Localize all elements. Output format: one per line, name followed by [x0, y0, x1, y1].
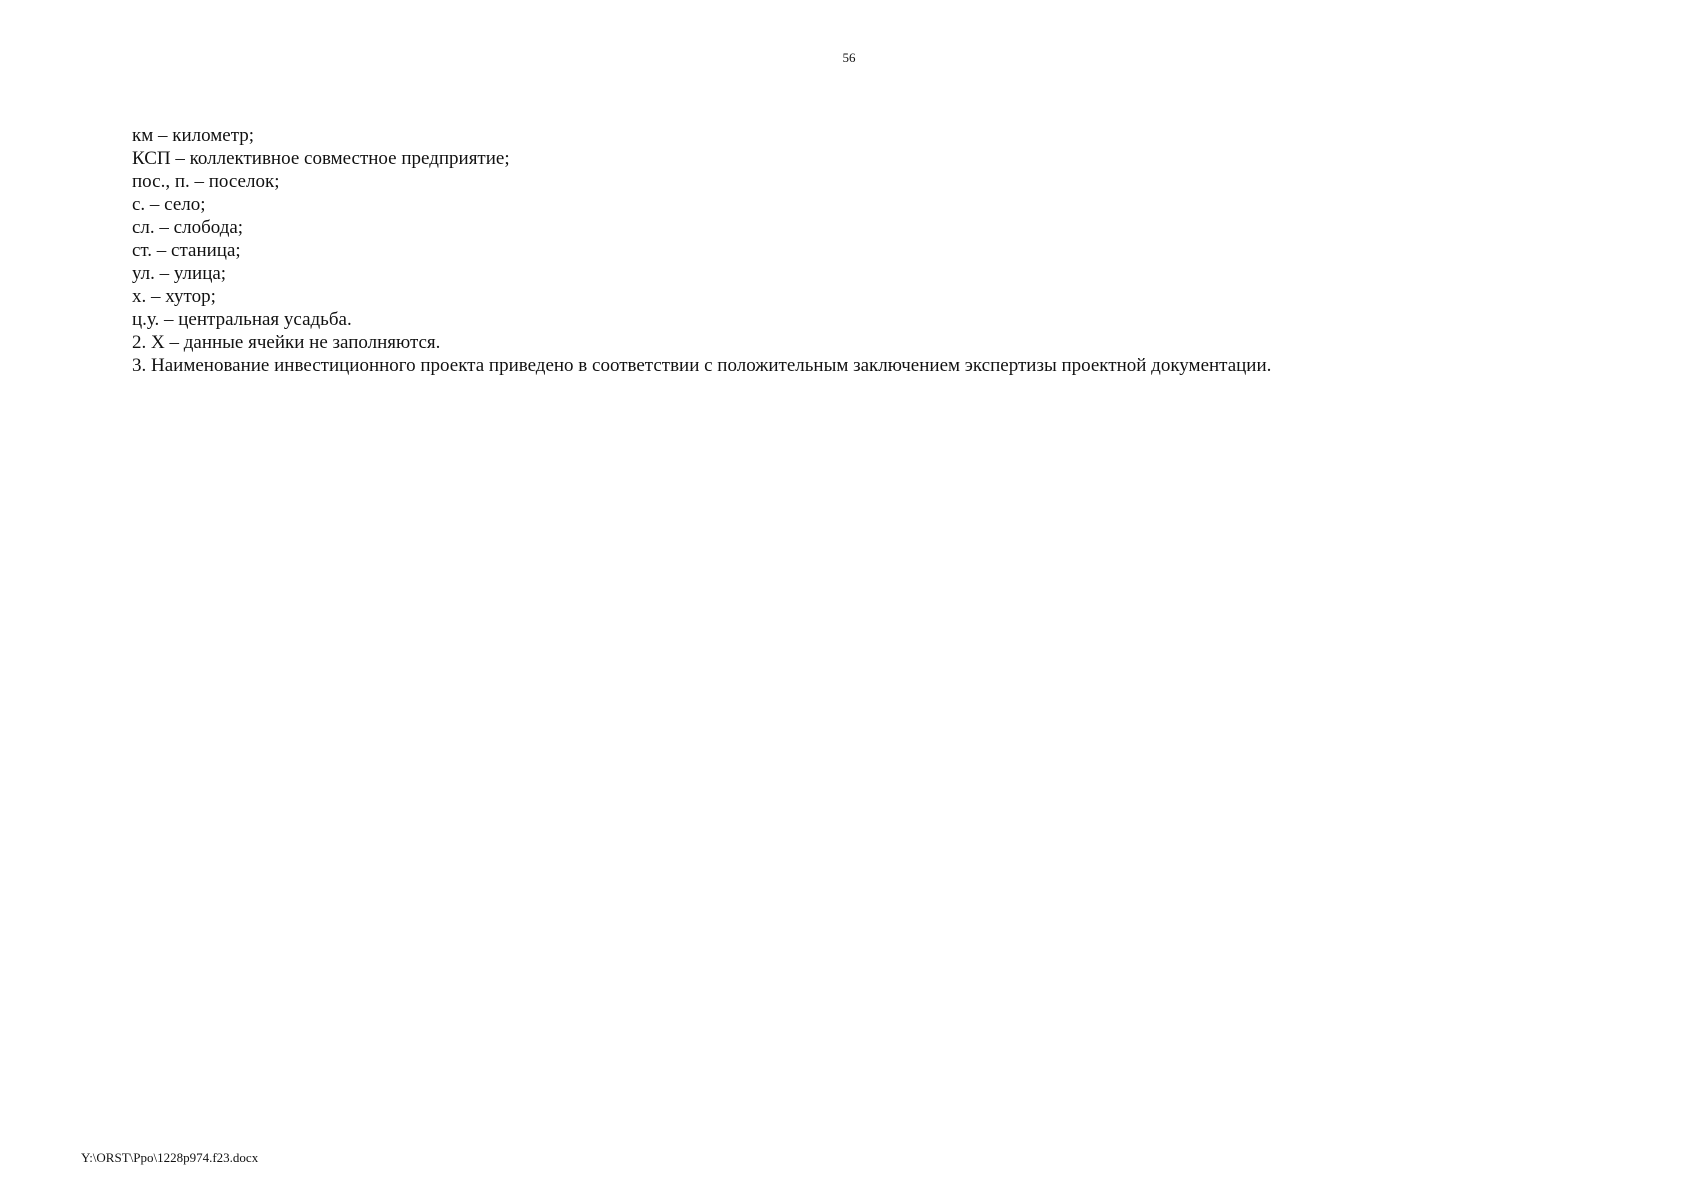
note-line-ksp: КСП – коллективное совместное предприятие;	[132, 148, 510, 169]
note-line-sloboda: сл. – слобода;	[132, 217, 244, 238]
abbreviation-notes	[132, 124, 1612, 377]
note-line-stanitsa: ст. – станица;	[132, 240, 241, 261]
note-item-2: 2. Х – данные ячейки не заполняются.	[132, 332, 441, 353]
page-number: 56	[842, 50, 856, 65]
footer-file-path: Y:\ORST\Ppo\1228p974.f23.docx	[81, 1150, 259, 1165]
note-line-selo: с. – село;	[132, 194, 206, 215]
note-line-tsentralnaya-usadba: ц.у. – центральная усадьба.	[132, 309, 352, 330]
note-line-ulitsa: ул. – улица;	[132, 263, 227, 284]
note-item-3: 3. Наименование инвестиционного проекта приведено в соответствии с положительным заключением экспертизы проектной документации.	[132, 355, 1272, 376]
note-line-khutor: х. – хутор;	[132, 286, 216, 307]
note-line-pos: пос., п. – поселок;	[132, 171, 280, 192]
note-line-km: км – километр;	[132, 125, 255, 146]
